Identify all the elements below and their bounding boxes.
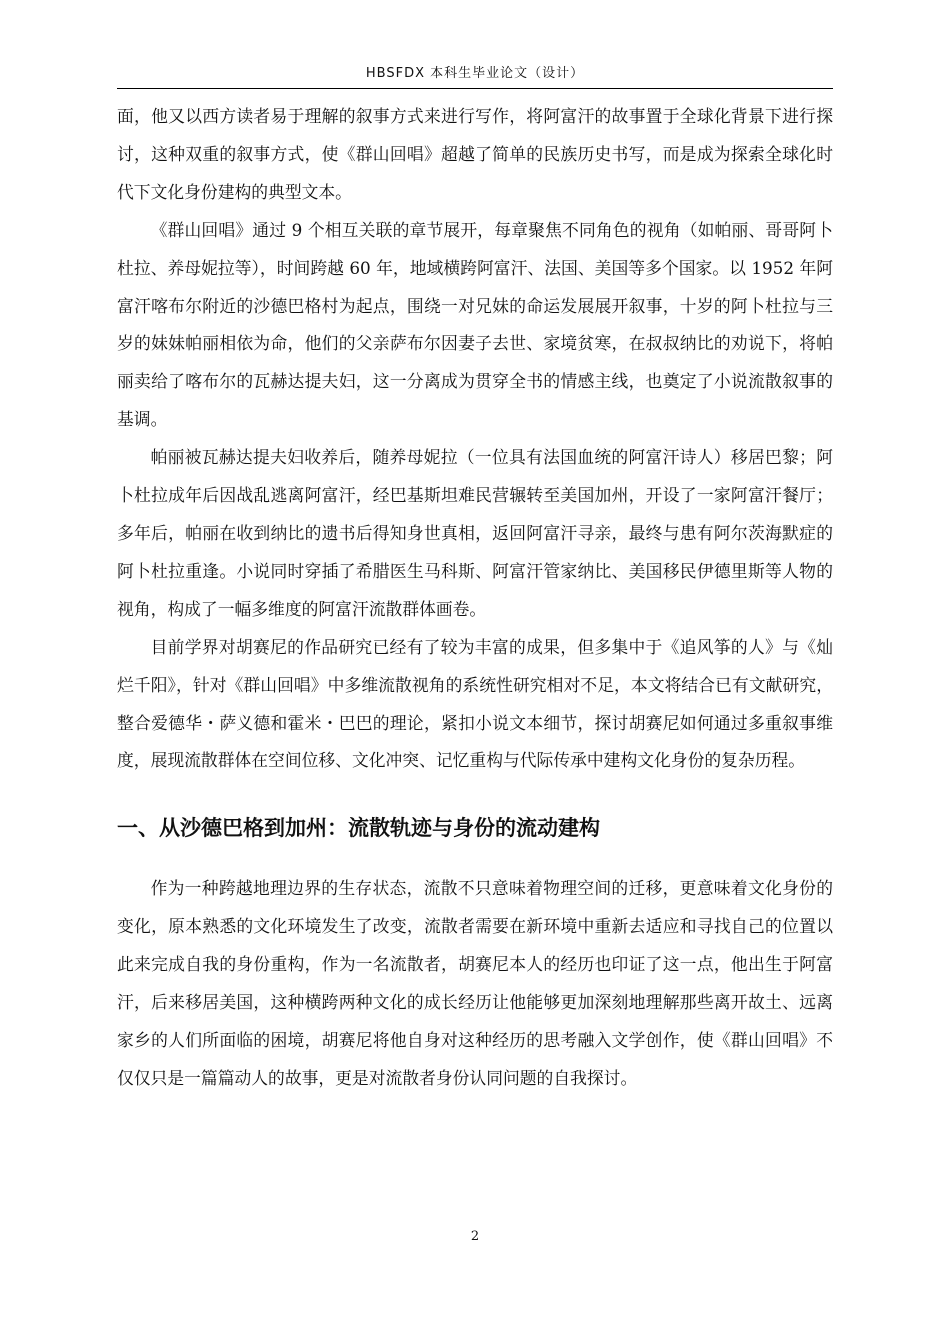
paragraph-research-status: 目前学界对胡赛尼的作品研究已经有了较为丰富的成果，但多集中于《追风筝的人》与《灿烂千阳》，针对《群山回唱》中多维流散视角的系统性研究相对不足，本文将结合已有文献研究，整合爱德华・萨义德和霍米・巴巴的理论，紧扣小说文本细节，探讨胡赛尼如何通过多重叙事维度，展现流散群体在空间位移、文化冲突、记忆重构与代际传承中建构文化身份的复杂历程。 — [117, 636, 833, 771]
paragraph-continuation: 面，他又以西方读者易于理解的叙事方式来进行写作，将阿富汗的故事置于全球化背景下进行探讨，这种双重的叙事方式，使《群山回唱》超越了简单的民族历史书写，而是成为探索全球化时代下文化身份建构的典型文本。 — [117, 106, 833, 202]
section-heading: 一、从沙德巴格到加州：流散轨迹与身份的流动建构 — [117, 816, 600, 841]
paragraph-novel-structure: 《群山回唱》通过 9 个相互关联的章节展开，每章聚焦不同角色的视角（如帕丽、哥哥阿卜杜拉、养母妮拉等），时间跨越 60 年，地域横跨阿富汗、法国、美国等多个国家。以 1952 年阿富汗喀布尔附近的沙德巴格村为起点，围绕一对兄妹的命运发展展开叙事，十岁的阿卜杜拉与三岁的妹妹帕丽相依为命，他们的父亲萨布尔因妻子去世、家境贫寒，在叔叔纳比的劝说下，将帕丽卖给了喀布尔的瓦赫达提夫妇，这一分离成为贯穿全书的情感主线，也奠定了小说流散叙事的基调。 — [117, 219, 833, 430]
body-text — [117, 98, 833, 1098]
paragraph-plot-summary: 帕丽被瓦赫达提夫妇收养后，随养母妮拉（一位具有法国血统的阿富汗诗人）移居巴黎；阿卜杜拉成年后因战乱逃离阿富汗，经巴基斯坦难民营辗转至美国加州，开设了一家阿富汗餐厅；多年后，帕丽在收到纳比的遗书后得知身世真相，返回阿富汗寻亲，最终与患有阿尔茨海默症的阿卜杜拉重逢。小说同时穿插了希腊医生马科斯、阿富汗管家纳比、美国移民伊德里斯等人物的视角，构成了一幅多维度的阿富汗流散群体画卷。 — [117, 447, 833, 619]
page-number: 2 — [470, 1229, 480, 1244]
running-header: HBSFDX 本科生毕业论文（设计） — [117, 64, 833, 89]
paragraph-section-intro: 作为一种跨越地理边界的生存状态，流散不只意味着物理空间的迁移，更意味着文化身份的变化，原本熟悉的文化环境发生了改变，流散者需要在新环境中重新去适应和寻找自己的位置以此来完成自我的身份重构，作为一名流散者，胡赛尼本人的经历也印证了这一点，他出生于阿富汗，后来移居美国，这种横跨两种文化的成长经历让他能够更加深刻地理解那些离开故土、远离家乡的人们所面临的困境，胡赛尼将他自身对这种经历的思考融入文学创作，使《群山回唱》不仅仅只是一篇篇动人的故事，更是对流散者身份认同问题的自我探讨。 — [117, 878, 833, 1088]
